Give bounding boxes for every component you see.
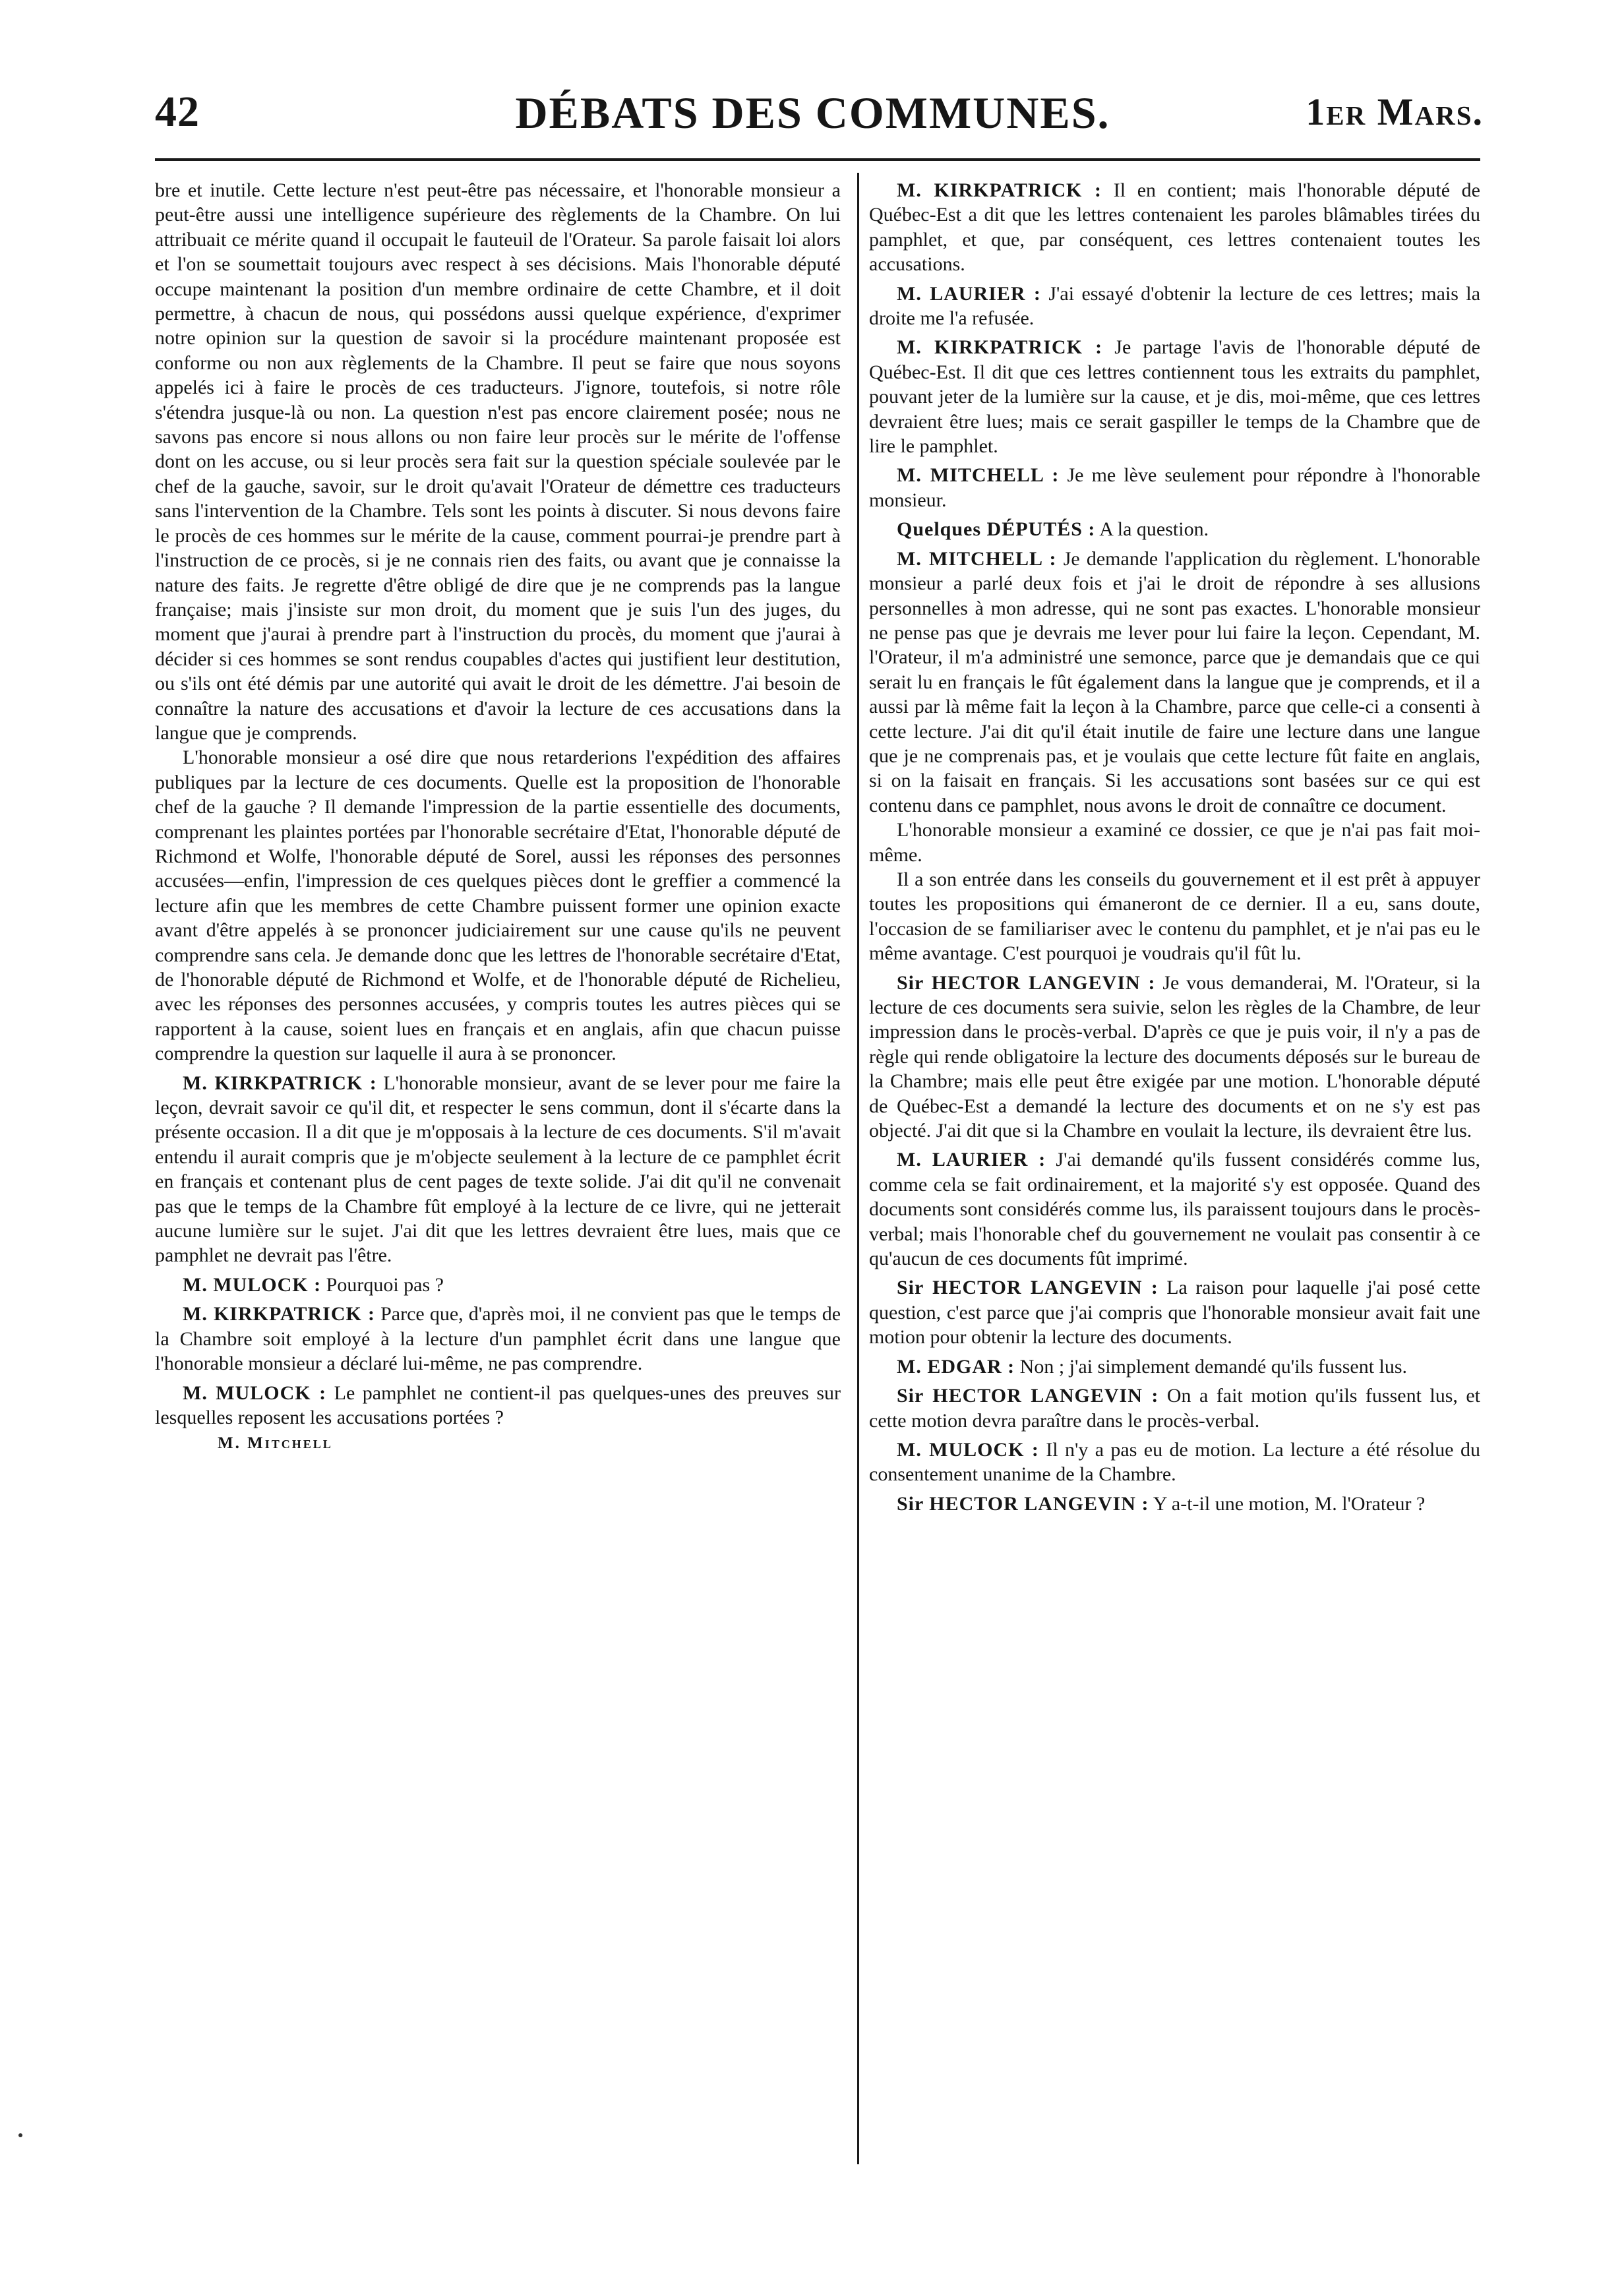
page-number: 42	[155, 88, 200, 136]
paragraph	[155, 178, 841, 745]
paragraph	[869, 282, 1480, 331]
paragraph	[869, 867, 1480, 966]
paragraph-text: J'ai essayé d'obtenir la lecture de ces lettres; mais la droite me l'a refusée.	[869, 282, 1481, 330]
speaker-name: M. KIRKPATRICK :	[183, 1303, 375, 1325]
speaker-name: Quelques DÉPUTÉS :	[897, 518, 1096, 541]
paragraph	[869, 335, 1480, 458]
speaker-name: M. MULOCK :	[183, 1273, 322, 1296]
right-column	[869, 178, 1480, 1516]
column-divider	[857, 173, 859, 2164]
speaker-name: M. MULOCK :	[183, 1382, 327, 1404]
speaker-name: M. LAURIER :	[897, 282, 1041, 305]
paragraph-text: Le pamphlet ne contient-il pas quelques-unes des preuves sur lesquelles reposent les accusations portées ?	[155, 1382, 841, 1428]
paragraph	[869, 178, 1480, 277]
page-header	[142, 87, 1484, 146]
header-rule	[155, 158, 1480, 161]
continuation-signature: M. Mitchell	[218, 1434, 333, 1453]
paragraph-text: Il n'y a pas eu de motion. La lecture a été résolue du consentement unanime de la Chambre.	[869, 1438, 1480, 1486]
speaker-name: M. KIRKPATRICK :	[897, 179, 1102, 201]
paragraph	[869, 1492, 1480, 1516]
paragraph-text: Pourquoi pas ?	[326, 1273, 444, 1296]
speaker-name: M. LAURIER :	[897, 1149, 1046, 1171]
paragraph-text: L'honorable monsieur, avant de se lever pour me faire la leçon, devrait savoir ce qu'il dit, et respecter le sens commun, dont il s'écarte dans la présente occasion. Il a dit que je m'opposais à la lecture de ces documents. S'il m'avait entendu il aurait compris que je m'objecte seulement à la lecture de ce pamphlet écrit en français et contenant plus de cent pages de texte solide. J'ai dit qu'il ne convenait pas que le temps de la Chambre fût employé à la lecture de ce livre, qui ne jetterait aucune lumière sur le sujet. J'ai dit que les lettres devraient être lues, mais que ce pamphlet ne devrait pas l'être.	[155, 1072, 841, 1267]
paragraph	[155, 1071, 841, 1268]
paragraph	[869, 463, 1480, 512]
paragraph-text: Je demande l'application du règlement. L'honorable monsieur a parlé deux fois et j'ai le droit de répondre à ses allusions personnelles à mon adresse, qui ne sont pas exactes. L'honorable monsieur ne pense pas que je devrais me lever pour lui faire la leçon. Cependant, M. l'Orateur, il m'a administré une semonce, parce que je demandais que ce qui serait lu en français le fût également dans la langue que je comprends, et il a aussi par là même fait la leçon à la Chambre, parce que celle-ci a consenti à cette lecture. J'ai dit qu'il était inutile de faire une lecture dans une langue que je ne comprenais pas, et je voulais que cette lecture fût faite en anglais, si on la faisait en français. Si les accusations sont basées sur ce qui est contenu dans ce pamphlet, nous avons le droit de connaître ce document.	[869, 547, 1480, 816]
paragraph-text: bre et inutile. Cette lecture n'est peut-être pas nécessaire, et l'honorable monsieur a peut-être aussi une intelligence supérieure des règlements de la Chambre. On lui attribuait ce mérite quand il occupait le fauteuil de l'Orateur. Sa parole faisait loi alors et l'on se soumettait toujours avec respect à ses décisions. Mais l'honorable député occupe maintenant la position d'un membre ordinaire de cette Chambre, et il doit permettre, à chacun de nous, qui possédons aussi quelque expérience, d'exprimer notre opinion sur la question de savoir si la procédure maintenant proposée est conforme ou non aux règlements de la Chambre. Il peut se faire que nous soyons appelés ici à faire le procès de ces traducteurs. J'ignore, toutefois, si notre rôle s'étendra jusque-là ou non. La question n'est pas encore clairement posée; nous ne savons pas encore si nous allons ou non faire leur procès sur le mérite de l'offense dont on les accuse, ou si leur procès sera fait sur la question spéciale soulevée par le chef de la gauche, savoir, sur le droit qu'avait l'Orateur de démettre ces traducteurs sans l'intervention de la Chambre. Tels sont les points à discuter. Si nous devons faire le procès de ces hommes sur le mérite de la cause, comment pourrai-je prendre part à l'instruction de ce procès, si je ne connais rien des faits, ou avant que je connaisse la nature des faits. Je regrette d'être obligé de dire que je ne comprends pas la langue française; mais j'insiste sur mon droit, du moment que je suis l'un des juges, du moment que j'aurai à prendre part à l'instruction du procès, du moment que j'aurai à décider si ces hommes se sont rendus coupables d'actes qui justifient leur destitution, ou s'ils ont été démis par une autorité qui avait le droit de les démettre. J'ai besoin de connaître la nature des accusations et d'avoir la lecture de ces accusations dans la langue que je comprends.	[155, 179, 841, 744]
speaker-name: M. KIRKPATRICK :	[897, 336, 1103, 359]
paragraph	[869, 517, 1480, 541]
paragraph	[869, 971, 1480, 1143]
paragraph	[155, 1381, 841, 1430]
speaker-name: M. KIRKPATRICK :	[183, 1072, 377, 1094]
paragraph-text: Je partage l'avis de l'honorable député de Québec-Est. Il dit que ces lettres contiennent tous les extraits du pamphlet, pouvant jeter de la lumière sur la cause, et je dis, moi-même, que ces lettres devraient être lues; mais ce serait gaspiller le temps de la Chambre que de lire le pamphlet.	[869, 336, 1481, 458]
paragraph	[155, 1302, 841, 1376]
paragraph-text: Il a son entrée dans les conseils du gouvernement et il est prêt à appuyer toutes les propositions qui émaneront de ce dernier. Il a eu, sans doute, l'occasion de se familiariser avec le contenu du pamphlet, et je n'ai pas eu le même avantage. C'est pourquoi je voudrais qu'il fût lu.	[869, 868, 1480, 965]
paragraph-text: L'honorable monsieur a osé dire que nous retarderions l'expédition des affaires publiques par la lecture de ces documents. Quelle est la proposition de l'honorable chef de la gauche ? Il demande l'impression de la partie essentielle des documents, comprenant les plaintes portées par l'honorable secrétaire d'Etat, l'honorable député de Richmond et Wolfe, l'honorable député de Sorel, aussi les réponses des personnes accusées—enfin, l'impression de ces quelques pièces dont le greffier a commencé la lecture afin que les membres de cette Chambre puissent former une opinion exacte avant d'être appelés à se prononcer judiciairement sur une cause qu'ils ne peuvent comprendre sans cela. Je demande donc que les lettres de l'honorable secrétaire d'Etat, de l'honorable député de Richmond et Wolfe, et de l'honorable député de Richelieu, avec les réponses des personnes accusées, y compris toutes les autres pièces qui se rapportent à la cause, soient lues en français et en anglais, afin que chacun puisse comprendre la question sur laquelle il aura à se prononcer.	[155, 746, 841, 1065]
paragraph-text: A la question.	[1099, 518, 1209, 541]
paragraph-text: L'honorable monsieur a examiné ce dossier, ce que je n'ai pas fait moi-même.	[869, 819, 1480, 866]
paragraph	[869, 1275, 1480, 1349]
left-column	[155, 178, 841, 1456]
paragraph	[869, 1147, 1480, 1271]
page-date: 1er Mars.	[1306, 90, 1484, 133]
paragraph-text: La raison pour laquelle j'ai posé cette question, c'est parce que j'ai compris que l'honorable monsieur avait fait une motion pour obtenir la lecture des documents.	[869, 1277, 1481, 1349]
paragraph-text: Non ; j'ai simplement demandé qu'ils fussent lus.	[1019, 1355, 1408, 1378]
paragraph	[869, 1438, 1480, 1487]
speaker-name: M. MULOCK :	[897, 1438, 1039, 1461]
paragraph	[869, 547, 1480, 818]
paragraph-text: Y a-t-il une motion, M. l'Orateur ?	[1153, 1492, 1426, 1515]
paragraph-text: On a fait motion qu'ils fussent lus, et cette motion devra paraître dans le procès-verbal.	[869, 1385, 1481, 1432]
speaker-name: Sir HECTOR LANGEVIN :	[897, 1385, 1159, 1407]
speaker-name: Sir HECTOR LANGEVIN :	[897, 1492, 1149, 1515]
paragraph	[155, 745, 841, 1066]
print-speck	[18, 2133, 22, 2137]
paragraph	[869, 1354, 1480, 1379]
paragraph-text: Parce que, d'après moi, il ne convient pas que le temps de la Chambre soit employé à la lecture d'un pamphlet écrit dans une langue que l'honorable monsieur a déclaré lui-même, ne pas comprendre.	[155, 1303, 841, 1375]
page-title: DÉBATS DES COMMUNES.	[515, 88, 1110, 138]
paragraph-text: Je vous demanderai, M. l'Orateur, si la lecture de ces documents sera suivie, selon les règles de la Chambre, de leur impression dans le procès-verbal. D'après ce que je puis voir, il n'y a pas de règle qui rende obligatoire la lecture des documents déposés sur le bureau de la Chambre; mais elle peut être exigée par une motion. L'honorable député de Québec-Est a demandé la lecture des documents et on ne s'y est pas objecté. J'ai dit que si la Chambre en voulait la lecture, ils devraient être lus.	[869, 971, 1481, 1142]
speaker-name: M. MITCHELL :	[897, 464, 1060, 487]
paragraph-text: Il en contient; mais l'honorable député de Québec-Est a dit que les lettres contenaient les paroles blâmables tirées du pamphlet, et que, par conséquent, ces lettres contenaient toutes les accusations.	[869, 179, 1480, 276]
speaker-name: M. MITCHELL :	[897, 547, 1057, 570]
speaker-name: Sir HECTOR LANGEVIN :	[897, 971, 1156, 994]
speaker-name: Sir HECTOR LANGEVIN :	[897, 1277, 1158, 1299]
paragraph-text: Je me lève seulement pour répondre à l'honorable monsieur.	[869, 464, 1480, 511]
paragraph	[869, 1384, 1480, 1433]
speaker-name: M. EDGAR :	[897, 1355, 1015, 1378]
paragraph	[869, 818, 1480, 867]
paragraph	[155, 1273, 841, 1297]
paragraph-text: J'ai demandé qu'ils fussent considérés comme lus, comme cela se fait ordinairement, et la majorité s'y est opposée. Quand des documents sont considérés comme lus, ils paraissent toujours dans le procès-verbal; mais l'honorable chef du gouvernement ne voulait pas consentir à ce qu'aucun de ces documents fût imprimé.	[869, 1149, 1481, 1270]
